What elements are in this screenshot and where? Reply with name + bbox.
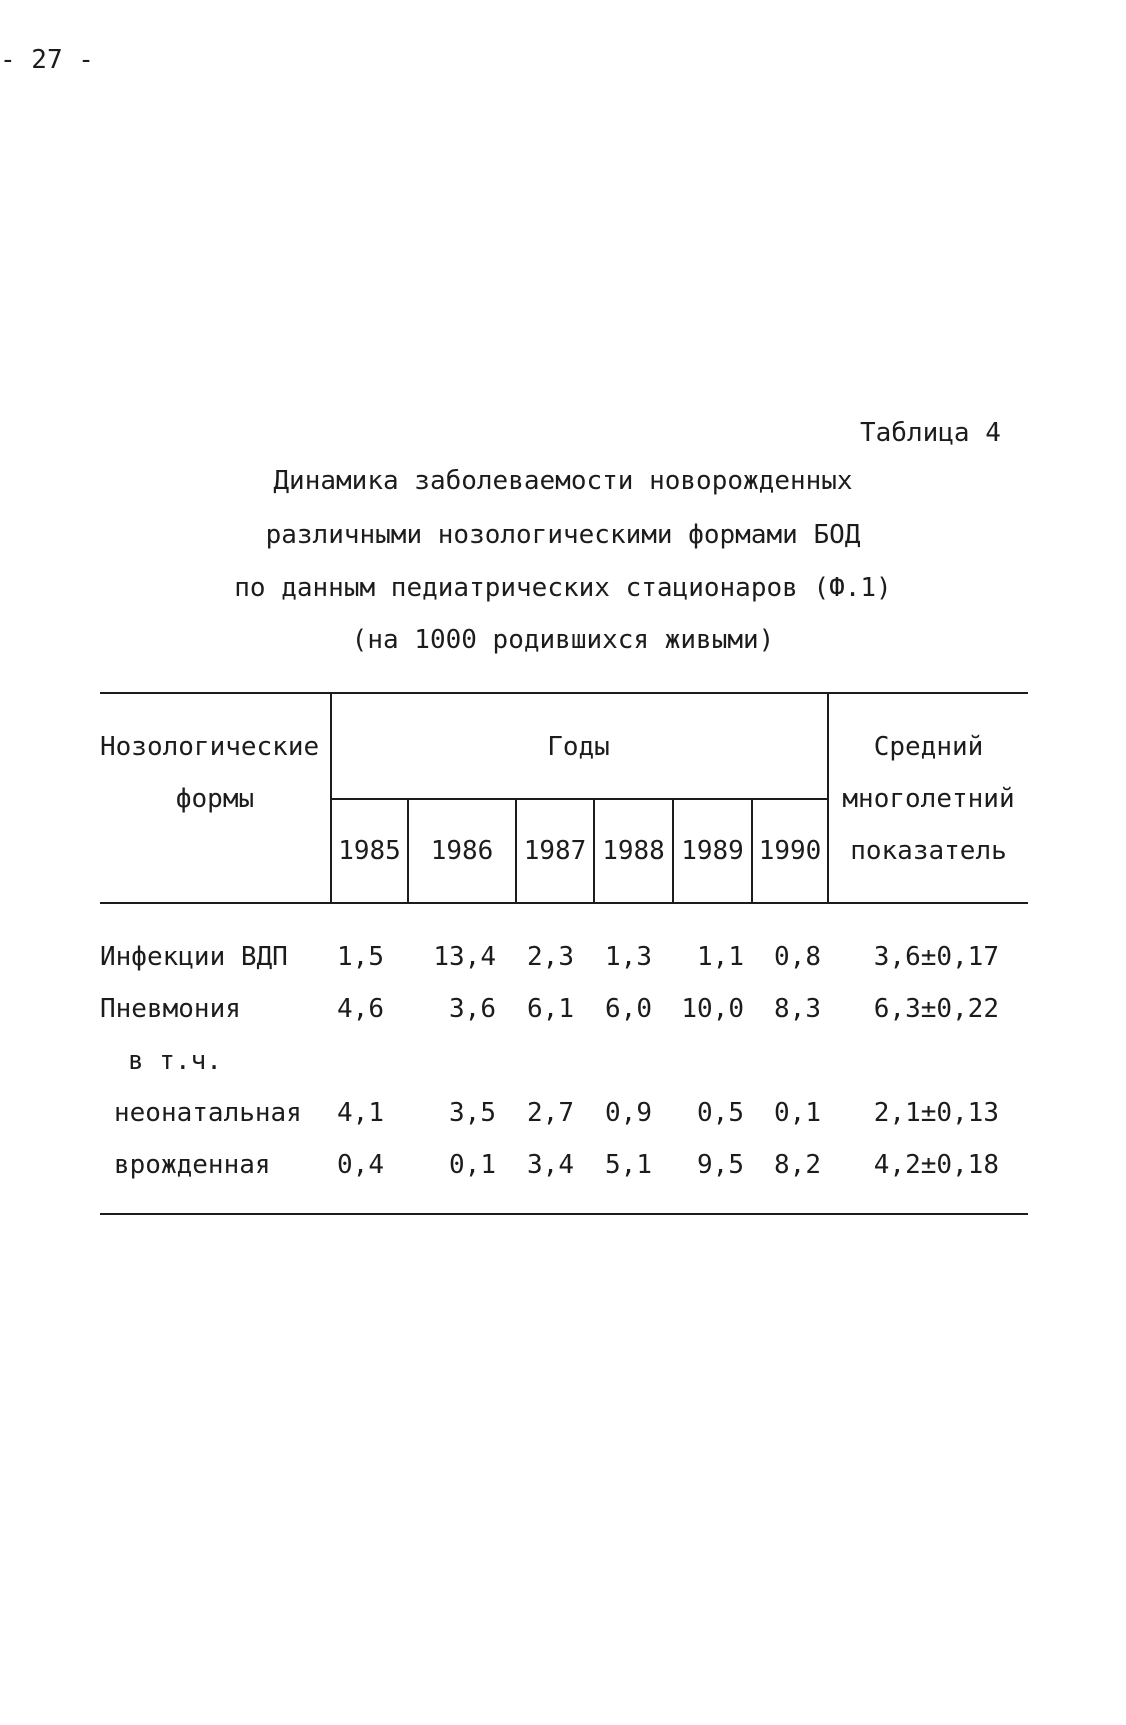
row-label: Пневмония [100,994,241,1024]
cell-1987: 6,1 [527,994,574,1024]
header-avg-line-1: Средний [873,732,984,762]
cell-1989: 9,5 [697,1150,744,1180]
cell-1988: 0,9 [605,1098,652,1128]
header-bottom-rule [100,902,1028,904]
cell-1986: 3,5 [449,1098,496,1128]
cell-1990: 0,8 [774,942,821,972]
header-forms-line-2: формы [175,784,255,814]
row-label: врожденная [114,1150,271,1180]
table-title-line-4: (на 1000 родившихся живыми) [351,625,775,655]
header-year-1988: 1988 [602,836,665,866]
header-year-1990: 1990 [758,836,822,866]
cell-1986: 3,6 [449,994,496,1024]
header-year-1987: 1987 [523,836,587,866]
header-avg-line-2: многолетний [842,784,1015,814]
table-bottom-rule [100,1213,1028,1215]
cell-1987: 3,4 [527,1150,574,1180]
cell-1985: 0,4 [337,1150,384,1180]
cell-1985: 4,1 [337,1098,384,1128]
cell-1986: 0,1 [449,1150,496,1180]
row-label: Инфекции ВДП [100,942,288,972]
cell-1989: 1,1 [697,942,744,972]
cell-1988: 6,0 [605,994,652,1024]
cell-1986: 13,4 [433,942,496,972]
cell-1988: 5,1 [605,1150,652,1180]
page-number: - 27 - [0,45,94,75]
cell-1990: 0,1 [774,1098,821,1128]
cell-1989: 0,5 [697,1098,744,1128]
cell-1990: 8,3 [774,994,821,1024]
header-year-1985: 1985 [338,836,401,866]
header-year-1989: 1989 [681,836,744,866]
cell-1990: 8,2 [774,1150,821,1180]
cell-1987: 2,7 [527,1098,574,1128]
header-avg-line-3: показатель [850,836,1007,866]
header-forms-line-1: Нозологические [100,732,320,762]
cell-avg: 6,3±0,22 [873,994,999,1024]
cell-1989: 10,0 [681,994,744,1024]
cell-1985: 1,5 [337,942,384,972]
cell-avg: 4,2±0,18 [873,1150,999,1180]
row-label: неонатальная [114,1098,302,1128]
header-year-1986: 1986 [430,836,494,866]
table-title-line-1: Динамика заболеваемости новорожденных [273,466,853,496]
table-title-line-3: по данным педиатрических стационаров (Ф.1) [234,573,892,603]
table-top-rule [100,692,1028,694]
row-label: в т.ч. [128,1046,222,1076]
cell-avg: 2,1±0,13 [873,1098,999,1128]
col-sep-forms [330,692,332,902]
cell-1987: 2,3 [527,942,574,972]
cell-1985: 4,6 [337,994,384,1024]
cell-avg: 3,6±0,17 [873,942,999,972]
cell-1988: 1,3 [605,942,652,972]
header-years-label: Годы [547,732,610,762]
table-title-line-2: различными нозологическими формами БОД [265,520,861,550]
table-label: Таблица 4 [860,418,1001,448]
